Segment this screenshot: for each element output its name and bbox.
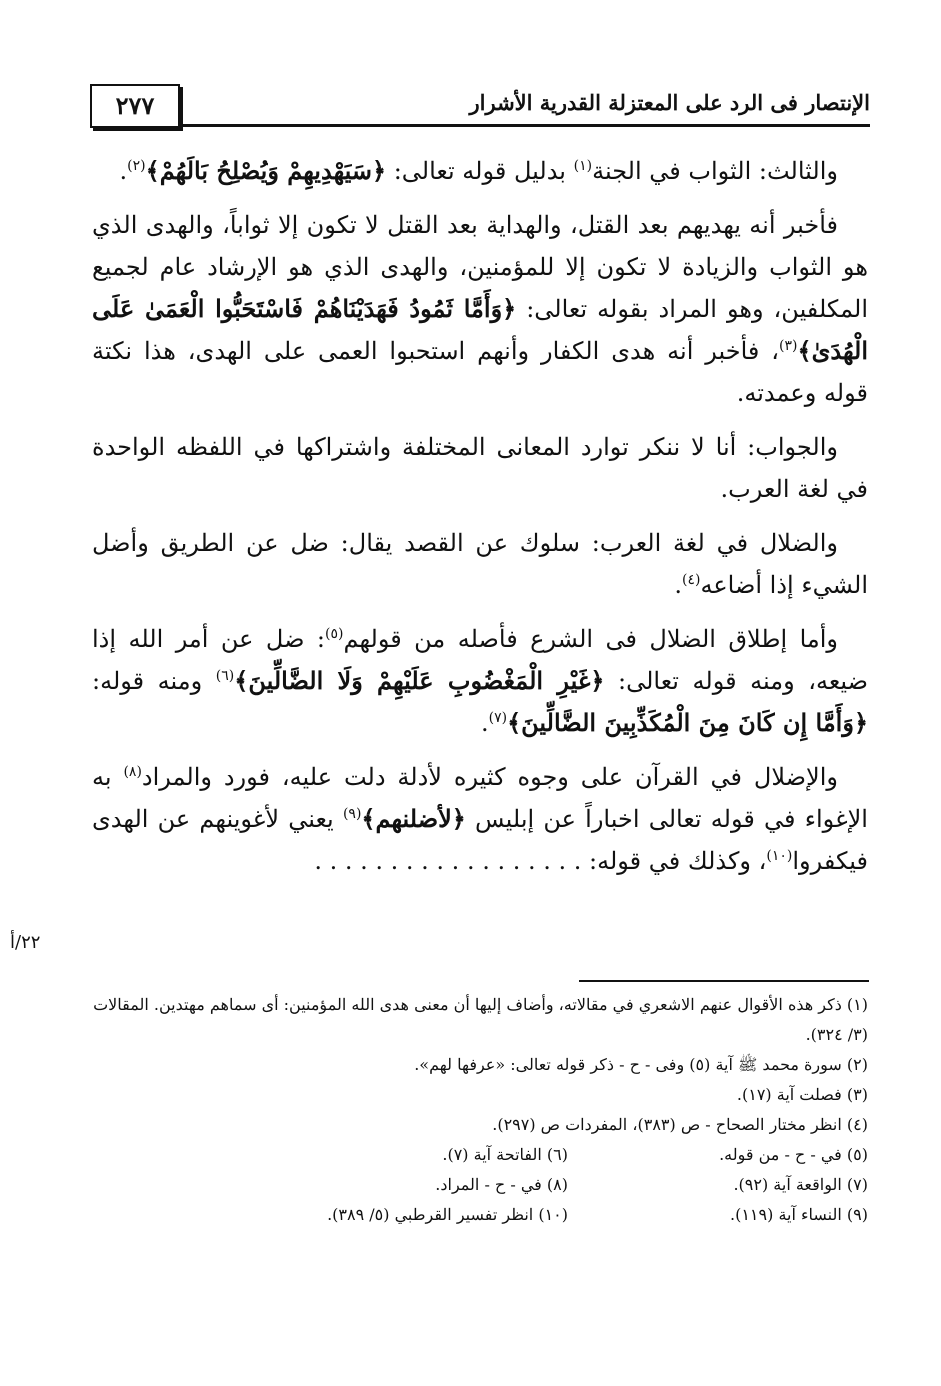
footnote-row — [92, 1170, 868, 1200]
text-run: وأما إطلاق الضلال فى الشرع فأصله من قولهم — [343, 625, 838, 653]
quran-verse: ﴿لأضلنهم﴾ — [361, 804, 466, 833]
text-run: : ضل عن أمر الله إذا ضيعه، ومنه قوله تعالى: — [92, 625, 869, 695]
text-run: . — [480, 709, 489, 737]
footnote-2: (٢) سورة محمد ﷺ آية (٥) وفى - ح - ذكر قوله تعالى: «عرفها لهم». — [414, 1055, 868, 1074]
footnote-marker: (٥) — [325, 626, 344, 642]
footnote-5: (٥) في - ح - من قوله. — [719, 1145, 868, 1164]
text-run: يعني لأغوينهم عن الهدى فيكفروا — [92, 805, 868, 875]
page-number: ٢٧٧ — [90, 84, 180, 128]
footnote-3: (٣) فصلت آية (١٧). — [736, 1085, 868, 1104]
text-run: والضلال في لغة العرب: سلوك عن القصد يقال: ضل عن الطريق وأضل الشيء إذا أضاعه — [92, 529, 868, 599]
paragraph-2 — [92, 204, 868, 414]
footnote-rule — [579, 980, 869, 982]
footnote-marker: (٧) — [488, 710, 508, 726]
footnote-7: (٧) الواقعة آية (٩٢). — [733, 1175, 868, 1194]
footnote-1: (١) ذكر هذه الأقوال عنهم الاشعري في مقالاته، وأضاف إليها أن معنى هدى الله المؤمنين: أى سماهم مهتدين. المقالات (٣/ ٣٢٤). — [93, 995, 868, 1044]
text-run: والثالث: الثواب في الجنة — [592, 157, 838, 185]
text-run: والجواب: أنا لا ننكر توارد المعانى المختلفة واشتراكها في اللفظه الواحدة في لغة العرب. — [92, 433, 868, 503]
paragraph-3 — [92, 426, 868, 510]
footnote-marker: (٦) — [215, 668, 235, 684]
footnote-9: (٩) النساء آية (١١٩). — [730, 1205, 868, 1224]
paragraph-1 — [92, 150, 868, 192]
footnote-marker: (٣) — [779, 338, 798, 354]
quran-verse: ﴿وَأَمَّا إِن كَانَ مِنَ الْمُكَذِّبِينَ الضَّالِّينَ﴾ — [507, 708, 868, 737]
text-run: ومنه قوله: — [92, 667, 216, 695]
footnote-marker: (٨) — [123, 764, 142, 780]
footnote-4: (٤) انظر مختار الصحاح - ص (٣٨٣)، المفردات ص (٢٩٧). — [492, 1115, 868, 1134]
text-run: ، فأخبر أنه هدى الكفار وأنهم استحبوا العمى على الهدى، هذا نكتة قوله وعمدته. — [92, 337, 868, 407]
footnote-row — [92, 1200, 868, 1230]
text-run: ، وكذلك في قوله: . . . . . . . . . . . . . . . . . . — [314, 847, 767, 875]
footnote-marker: (٢) — [127, 158, 146, 174]
running-title: الإنتصار فى الرد على المعتزلة القدرية الأشرار — [469, 90, 870, 115]
text-run: به الإغواء في قوله تعالى اخباراً عن إبليس — [92, 763, 868, 833]
text-run: والإضلال في القرآن على وجوه كثيره لأدلة دلت عليه، فورد والمراد — [141, 763, 838, 791]
text-run: فأخبر أنه يهديهم بعد القتل، والهداية بعد القتل لا تكون إلا ثواباً، والهدى الذي هو الثواب والزيادة لا تكون إلا للمؤمنين، والهدى الذي هو الإرشاد عام لجميع المكلفين، وهو المراد بقوله تعالى: — [92, 211, 869, 323]
manuscript-folio-note: ٢٢/أ — [10, 932, 41, 953]
paragraph-5 — [92, 618, 868, 744]
footnote-marker: (٤) — [682, 572, 701, 588]
footnote-marker: (١٠) — [766, 848, 793, 864]
footnote-10: (١٠) انظر تفسير القرطبي (٥/ ٣٨٩). — [327, 1205, 568, 1224]
text-run: . — [674, 571, 683, 599]
main-text — [92, 150, 868, 894]
footnote-8: (٨) في - ح - المراد. — [435, 1175, 568, 1194]
page-header — [88, 84, 870, 132]
text-run: بدليل قوله تعالى: — [386, 157, 574, 185]
text-run: . — [119, 157, 128, 185]
footnote-marker: (٩) — [342, 806, 362, 822]
footnote-row — [92, 1140, 868, 1170]
header-rule — [178, 124, 870, 127]
paragraph-6 — [92, 756, 868, 882]
footnote-6: (٦) الفاتحة آية (٧). — [442, 1145, 568, 1164]
quran-verse: ﴿وَأَمَّا ثَمُودُ فَهَدَيْنَاهُمْ فَاسْتَحَبُّوا الْعَمَىٰ عَلَى الْهُدَىٰ﴾ — [92, 294, 868, 365]
footnotes — [92, 990, 868, 1230]
paragraph-4 — [92, 522, 868, 606]
quran-verse: ﴿سَيَهْدِيهِمْ وَيُصْلِحُ بَالَهُمْ﴾ — [145, 156, 387, 185]
quran-verse: ﴿غَيْرِ الْمَغْضُوبِ عَلَيْهِمْ وَلَا الضَّالِّينَ﴾ — [234, 666, 605, 695]
footnote-marker: (١) — [573, 158, 593, 174]
